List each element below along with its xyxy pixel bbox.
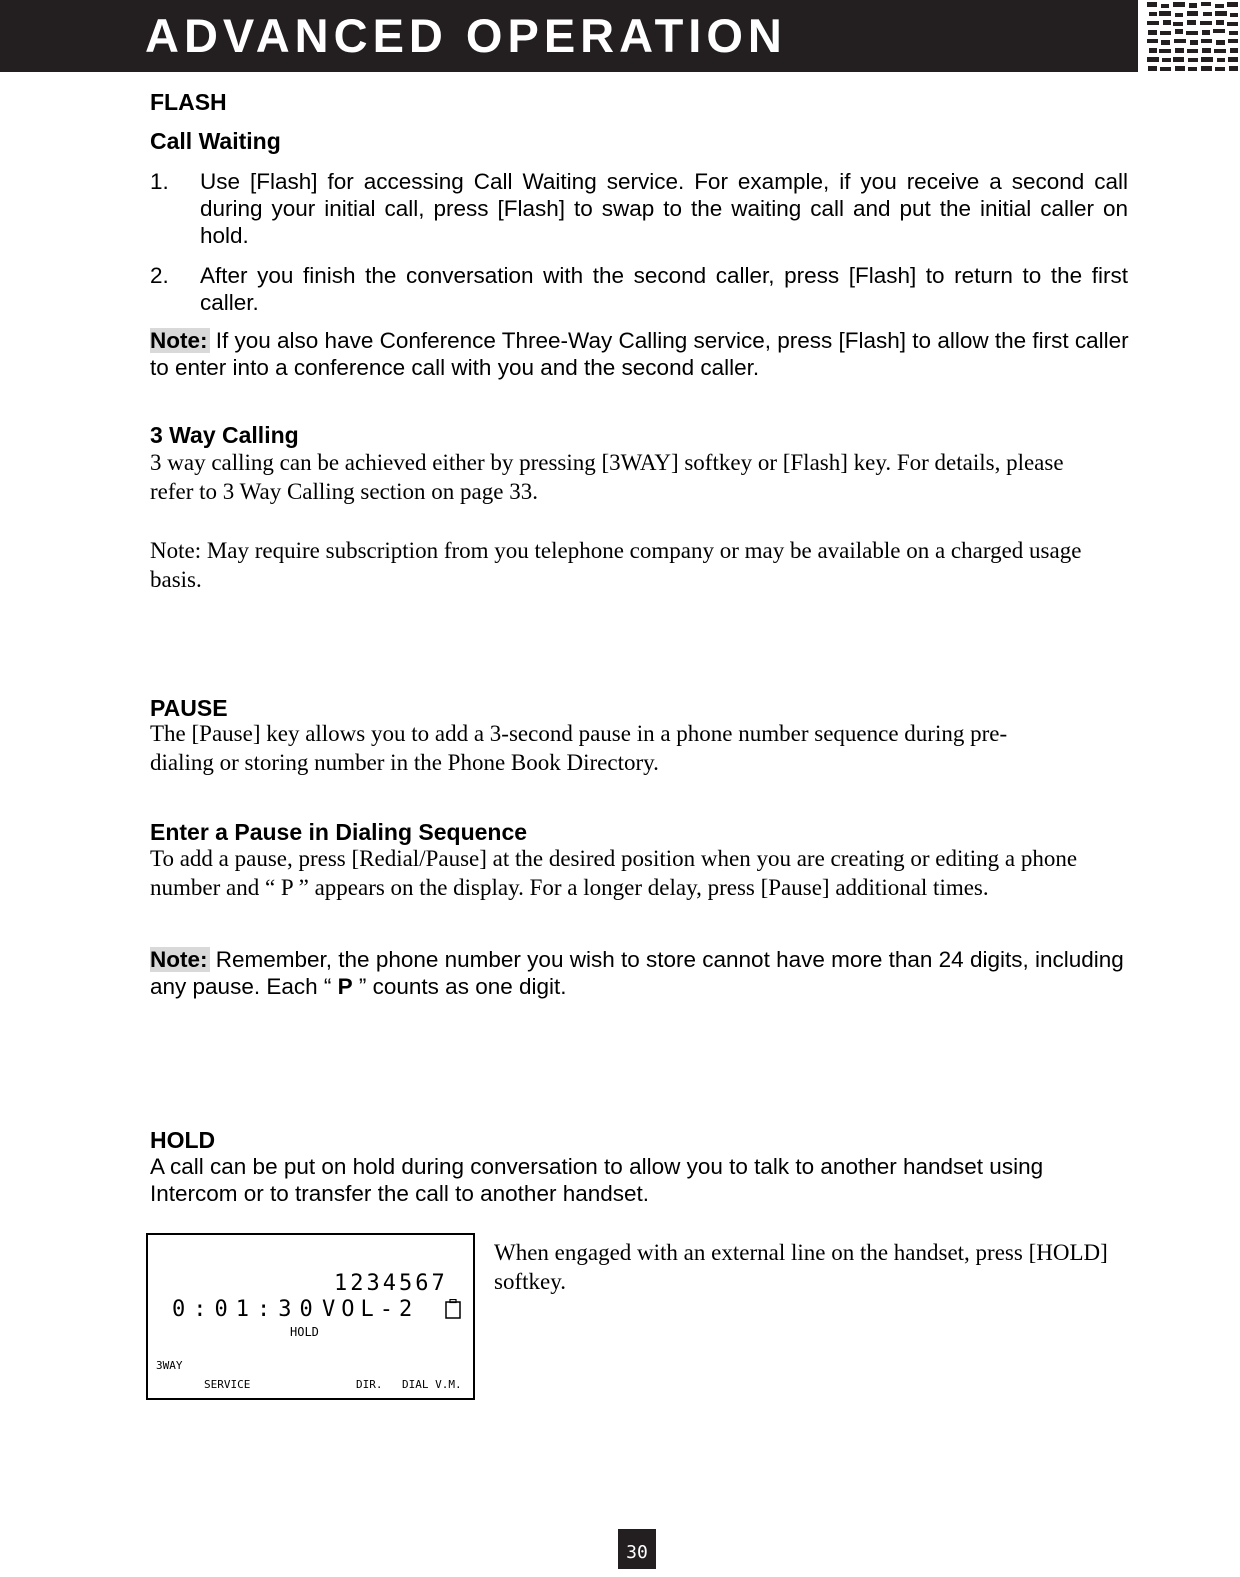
softkey-dir: DIR. <box>356 1378 383 1391</box>
list-item <box>150 168 1128 249</box>
call-waiting-heading: Call Waiting <box>150 128 281 154</box>
softkey-service: SERVICE <box>204 1378 251 1391</box>
softkey-3way: 3WAY <box>156 1359 183 1372</box>
note-label: Note: <box>150 947 208 972</box>
pause-heading: PAUSE <box>150 695 228 721</box>
lcd-number: 1234567 <box>334 1271 448 1296</box>
list-number: 1. <box>150 169 169 194</box>
decorative-pattern-icon <box>1145 0 1240 74</box>
page-title: ADVANCED OPERATION <box>145 9 787 62</box>
lcd-display <box>146 1233 475 1400</box>
note-text: ” counts as one digit. <box>352 974 567 999</box>
page-number: 30 <box>618 1529 656 1569</box>
lcd-timer: 0:01:30 <box>172 1297 321 1322</box>
lcd-status: HOLD <box>290 1325 319 1339</box>
header-bar <box>0 0 1138 72</box>
hold-side-text: When engaged with an external line on the handset, press [HOLD] softkey. <box>494 1240 1108 1294</box>
battery-icon <box>445 1299 461 1319</box>
flash-heading: FLASH <box>150 89 227 115</box>
hold-heading: HOLD <box>150 1127 216 1153</box>
list-number: 2. <box>150 263 169 288</box>
enter-pause-heading: Enter a Pause in Dialing Sequence <box>150 819 528 845</box>
pause-body: The [Pause] key allows you to add a 3-second pause in a phone number sequence during pre-dialing or storing number in the Phone Book Directory. <box>150 721 1008 775</box>
note-label: Note: <box>150 328 208 353</box>
note-text: Remember, the phone number you wish to store cannot have more than 24 digits, including any pause. Each “ <box>150 947 1124 999</box>
note-text: If you also have Conference Three-Way Calling service, press [Flash] to allow the first caller to enter into a conference call with you and the second caller. <box>150 328 1129 380</box>
lcd-volume: VOL-2 <box>322 1297 419 1322</box>
note-p: P <box>337 974 353 999</box>
hold-body: A call can be put on hold during conversation to allow you to talk to another handset using Intercom or to transfer the call to another handset. <box>150 1154 1044 1206</box>
list-text: Use [Flash] for accessing Call Waiting service. For example, if you receive a second call during your initial call, press [Flash] to swap to the waiting call and put the initial caller on hold. <box>200 169 1128 248</box>
list-item <box>150 262 1128 316</box>
three-way-body: 3 way calling can be achieved either by pressing [3WAY] softkey or [Flash] key. For details, please refer to 3 Way Calling section on page 33. <box>150 450 1064 504</box>
softkey-dial-vm: DIAL V.M. <box>402 1378 462 1391</box>
three-way-heading: 3 Way Calling <box>150 422 299 448</box>
list-text: After you finish the conversation with the second caller, press [Flash] to return to the first caller. <box>200 263 1128 315</box>
enter-pause-note <box>150 946 1130 1000</box>
three-way-note: Note: May require subscription from you telephone company or may be available on a charged usage basis. <box>150 538 1082 592</box>
flash-note <box>150 327 1130 381</box>
enter-pause-body: To add a pause, press [Redial/Pause] at the desired position when you are creating or editing a phone number and “ P ” appears on the display. For a longer delay, press [Pause] additional times. <box>150 846 1078 900</box>
